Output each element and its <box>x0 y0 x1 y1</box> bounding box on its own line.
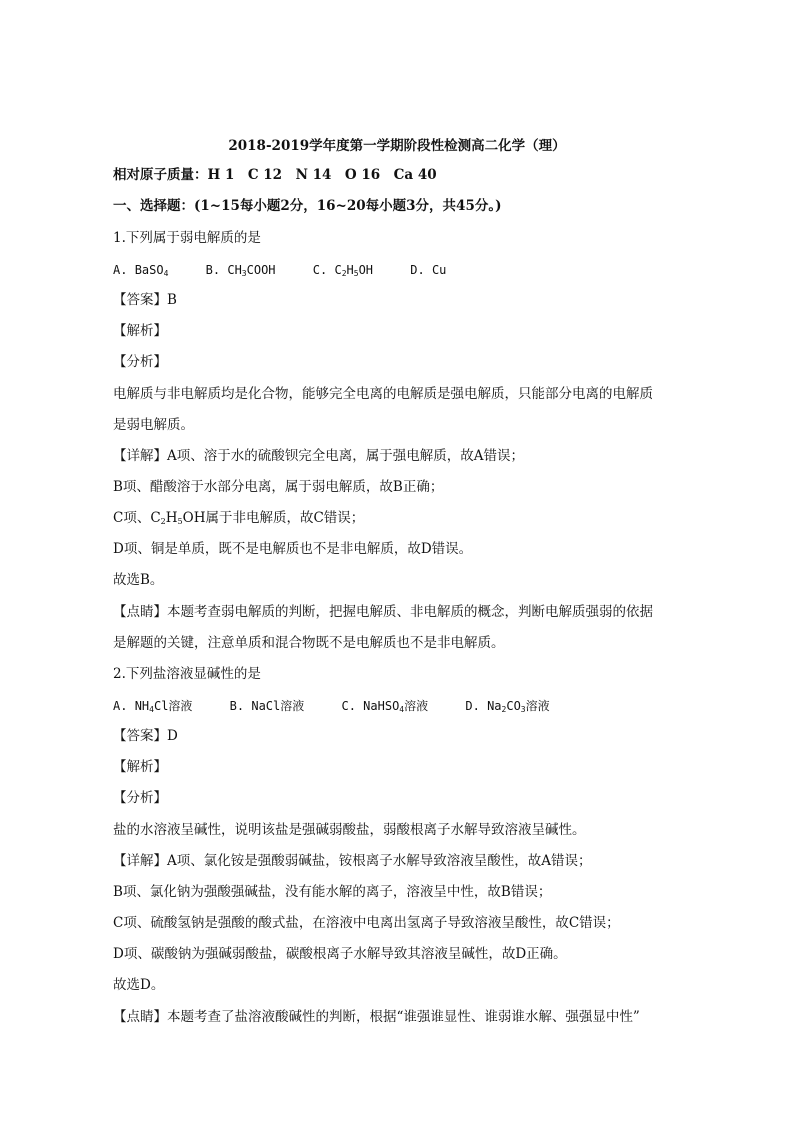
q2-option-b: B. NaCl溶液 <box>229 699 305 713</box>
q1-option-d: D. Cu <box>410 263 447 277</box>
q2-options <box>113 697 550 715</box>
q1-analysis-1: 电解质与非电解质均是化合物，能够完全电离的电解质是强电解质，只能部分电离的电解质 <box>113 386 653 402</box>
q2-jiexi-label: 【解析】 <box>113 759 167 775</box>
q2-option-d: D. $Na_2CO_3$溶液 <box>465 699 550 714</box>
q2-fenxi-label: 【分析】 <box>113 790 167 806</box>
q1-detail-c: C项、$C_2H_5OH$属于非电解质，故C错误； <box>113 510 365 526</box>
q1-detail-d: D项、铜是单质，既不是电解质也不是非电解质，故D错误。 <box>113 541 473 557</box>
q1-answer: 【答案】B <box>113 292 177 308</box>
q1-option-c: C. $C_2H_5OH$ <box>312 263 374 278</box>
q1-jiexi-label: 【解析】 <box>113 323 167 339</box>
q1-stem: 1.下列属于弱电解质的是 <box>113 230 261 246</box>
atomic-mass-line: 相对原子质量：H 1 C 12 N 14 O 16 Ca 40 <box>113 167 437 183</box>
q1-detail-a: 【详解】A项、溶于水的硫酸钡完全电离，属于强电解质，故A错误； <box>113 448 524 464</box>
q2-option-c: C. NaHSO$_4$溶液 <box>341 699 429 714</box>
q1-choose: 故选B。 <box>113 572 164 588</box>
q2-detail-c: C项、硫酸氢钠是强酸的酸式盐，在溶液中电离出氢离子导致溶液呈酸性，故C错误； <box>113 915 620 931</box>
q2-answer: 【答案】D <box>113 728 178 744</box>
q2-detail-a: 【详解】A项、氯化铵是强酸弱碱盐，铵根离子水解导致溶液呈酸性，故A错误； <box>113 853 592 869</box>
q1-option-a: A. BaSO$_4$ <box>113 263 169 278</box>
q2-note: 【点睛】本题考查了盐溶液酸碱性的判断，根据“谁强谁显性、谁弱谁水解、强强显中性” <box>113 1009 640 1025</box>
q1-analysis-2: 是弱电解质。 <box>113 417 194 433</box>
q2-detail-b: B项、氯化钠为强酸强碱盐，没有能水解的离子，溶液呈中性，故B错误； <box>113 884 552 900</box>
section-heading: 一、选择题：(1~15每小题2分，16~20每小题3分，共45分。) <box>113 198 502 214</box>
page-title: 2018-2019学年度第一学期阶段性检测高二化学（理） <box>228 138 566 154</box>
q1-detail-b: B项、醋酸溶于水部分电离，属于弱电解质，故B正确； <box>113 479 444 495</box>
q2-option-a: A. $NH_4Cl$溶液 <box>113 699 193 714</box>
q2-detail-d: D项、碳酸钠为强碱弱酸盐，碳酸根离子水解导致其溶液呈碱性，故D正确。 <box>113 946 567 962</box>
q2-choose: 故选D。 <box>113 977 165 993</box>
q1-fenxi-label: 【分析】 <box>113 354 167 370</box>
q1-option-b: B. $CH_3COOH$ <box>205 263 276 278</box>
q2-analysis: 盐的水溶液呈碱性，说明该盐是强碱弱酸盐，弱酸根离子水解导致溶液呈碱性。 <box>113 822 586 838</box>
q1-note-2: 是解题的关键，注意单质和混合物既不是电解质也不是非电解质。 <box>113 635 505 651</box>
q1-note-1: 【点睛】本题考查弱电解质的判断，把握电解质、非电解质的概念，判断电解质强弱的依据 <box>113 604 653 620</box>
q2-stem: 2.下列盐溶液显碱性的是 <box>113 666 261 682</box>
q1-options <box>113 261 446 279</box>
